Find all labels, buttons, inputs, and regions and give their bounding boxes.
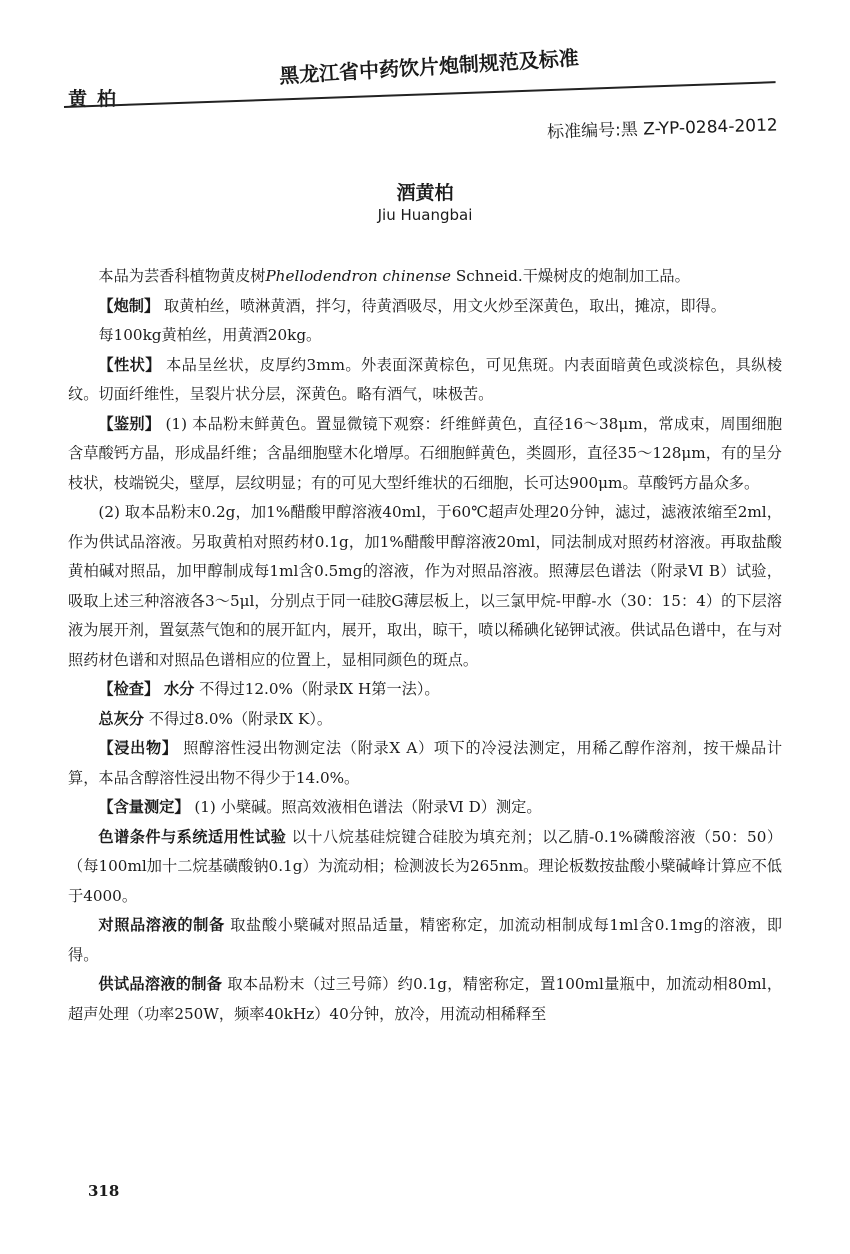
section-label-jiancha: 【检查】 <box>98 680 160 698</box>
jianbie-section-1: 【鉴别】 (1) 本品粉末鲜黄色。置显微镜下观察：纤维鲜黄色，直径16～38μm，常成束，周围细胞含草酸钙方晶，形成晶纤维；含晶细胞壁木化增厚。石细胞鲜黄色，类圆形，直径35～128μm，有的呈分枝状，枝端锐尖，壁厚，层纹明显；有的可见大型纤维状的石细胞，长可达900μm。草酸钙方晶众多。 <box>68 414 783 492</box>
intro-paragraph: 本品为芸香科植物黄皮树Phellodendron chinense Schneid.干燥树皮的炮制加工品。 <box>98 267 690 285</box>
monograph-body <box>68 262 782 1029</box>
monograph-title-pinyin: Jiu Huangbai <box>377 206 473 224</box>
section-label-xingzhuang: 【性状】 <box>98 355 161 374</box>
water-label: 水分 <box>163 680 195 698</box>
reference-solution-prep: 对照品溶液的制备 取盐酸小檗碱对照品适量，精密称定，加流动相制成每1ml含0.1mg的溶液，即得。 <box>68 916 783 964</box>
hanliang-section: 【含量测定】 (1) 小檗碱。照高效液相色谱法（附录Ⅵ D）测定。 <box>98 798 542 816</box>
test-solution-prep: 供试品溶液的制备 取本品粉末（过三号筛）约0.1g，精密称定，置100ml量瓶中，加流动相80ml，超声处理（功率250W，频率40kHz）40分钟，放冷，用流动相稀释至 <box>68 975 783 1023</box>
ash-label: 总灰分 <box>98 709 144 728</box>
paozhi-note: 每100kg黄柏丝，用黄酒20kg。 <box>98 326 322 344</box>
jiancha-section: 【检查】 水分 不得过12.0%（附录Ⅸ H第一法）。 <box>98 680 440 698</box>
test-prep-label: 供试品溶液的制备 <box>98 975 223 993</box>
running-header-section: 黄柏 <box>68 88 127 110</box>
jianbie-section-2: (2) 取本品粉末0.2g，加1%醋酸甲醇溶液40ml，于60℃超声处理20分钟，滤过，滤液浓缩至2ml，作为供试品溶液。另取黄柏对照药材0.1g，加1%醋酸甲醇溶液20ml，同法制成对照药材溶液。再取盐酸黄柏碱对照品，加甲醇制成每1ml含0.5mg的溶液，作为对照品溶液。照薄层色谱法（附录Ⅵ B）试验，吸取上述三种溶液各3～5μl，分别点于同一硅胶G薄层板上，以三氯甲烷-甲醇-水（30：15：4）的下层溶液为展开剂，置氨蒸气饱和的展开缸内，展开，取出，晾干，喷以稀碘化铋钾试液。供试品色谱中，在与对照药材色谱和对照品色谱相应的位置上，显相同颜色的斑点。 <box>68 503 782 669</box>
ash-item: 总灰分 不得过8.0%（附录Ⅸ K）。 <box>98 709 333 728</box>
running-header-book-title: 黑龙江省中药饮片炮制规范及标准 <box>278 45 580 89</box>
section-label-jianbie: 【鉴别】 <box>98 414 161 433</box>
xingzhuang-section: 【性状】 本品呈丝状，皮厚约3mm。外表面深黄棕色，可见焦斑。内表面暗黄色或淡棕色，具纵棱纹。切面纤维性，呈裂片状分层，深黄色。略有酒气，味极苦。 <box>68 355 783 403</box>
jinchuwu-section: 【浸出物】 照醇溶性浸出物测定法（附录Ⅹ A）项下的冷浸法测定，用稀乙醇作溶剂，按干燥品计算，本品含醇溶性浸出物不得少于14.0%。 <box>68 739 783 787</box>
monograph-title: 酒黄柏 <box>396 182 454 204</box>
chromatography-conditions: 色谱条件与系统适用性试验 以十八烷基硅烷键合硅胶为填充剂；以乙腈-0.1%磷酸溶液（50：50）（每100ml加十二烷基磺酸钠0.1g）为流动相；检测波长为265nm。理论板数按盐酸小檗碱峰计算应不低于4000。 <box>68 827 783 905</box>
paozhi-section: 【炮制】 取黄柏丝，喷淋黄酒，拌匀，待黄酒吸尽，用文火炒至深黄色，取出，摊凉，即得。 <box>98 296 726 315</box>
section-label-jinchuwu: 【浸出物】 <box>98 739 178 757</box>
standard-number: 标准编号:黑 Z-YP-0284-2012 <box>547 115 779 143</box>
section-label-hanliang: 【含量测定】 <box>98 798 190 816</box>
reference-prep-label: 对照品溶液的制备 <box>98 916 225 934</box>
header-rule <box>64 81 776 108</box>
latin-name: Phellodendron chinense <box>265 267 452 285</box>
conditions-label: 色谱条件与系统适用性试验 <box>98 827 287 846</box>
page-number: 318 <box>88 1182 120 1200</box>
section-label-paozhi: 【炮制】 <box>98 296 160 315</box>
